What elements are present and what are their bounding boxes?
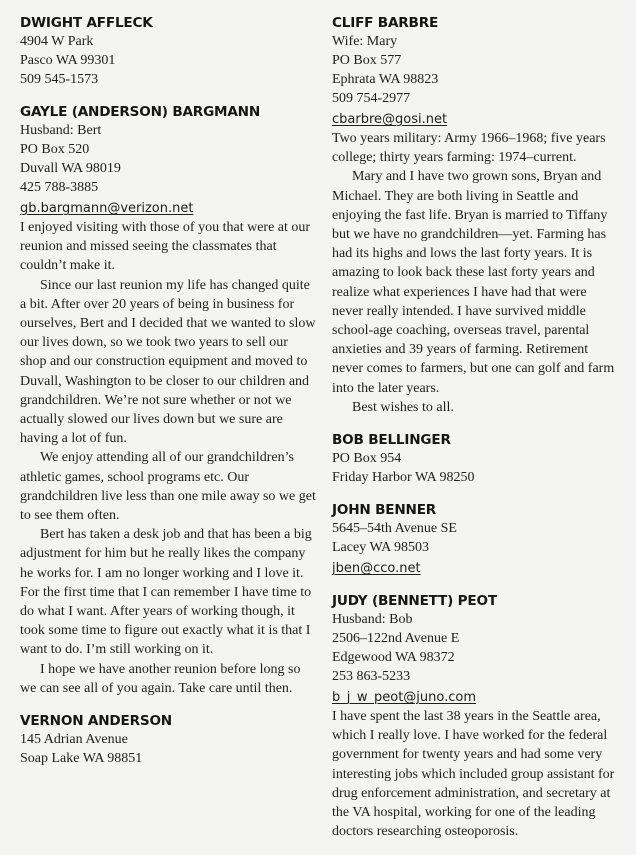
entry-contact-line: Wife: Mary	[332, 34, 398, 49]
entry-contact-line: Husband: Bert	[20, 123, 102, 138]
entry-contact-line: 425 788-3885	[20, 180, 99, 195]
entry-paragraph: Two years military: Army 1966–1968; five years college; thirty years farming: 1974–current.	[332, 131, 606, 166]
right-column	[332, 14, 618, 855]
entry-judy-bennett-peot	[332, 592, 618, 841]
entry-paragraph: I hope we have another reunion before long so we can see all of you again. Take care until then.	[20, 661, 301, 696]
entry-contact-line: 5645–54th Avenue SE	[332, 521, 457, 537]
entry-contact-line: 253 863-5233	[332, 669, 411, 685]
entry-name: VERNON ANDERSON	[20, 713, 172, 730]
entry-paragraph: I enjoyed visiting with those of you that were at our reunion and missed seeing the classmates that couldn’t make it.	[20, 220, 311, 274]
entry-contact-line: Lacey WA 98503	[332, 540, 429, 556]
entry-dwight-affleck	[20, 14, 316, 89]
entry-name: CLIFF BARBRE	[332, 15, 439, 31]
entry-name: DWIGHT AFFLECK	[20, 15, 153, 31]
entry-contact-line: PO Box 520	[20, 142, 90, 157]
entry-contact-line: 2506–122nd Avenue E	[332, 631, 460, 647]
entry-contact-line: Ephrata WA 98823	[332, 72, 439, 87]
entry-contact-line: Friday Harbor WA 98250	[332, 470, 475, 486]
entry-contact-line: PO Box 954	[332, 451, 402, 467]
entry-gayle-anderson-bargmann	[20, 103, 316, 698]
entry-name: JOHN BENNER	[332, 502, 437, 519]
entry-paragraph: Since our last reunion my life has changed quite a bit. After over 20 years of being in business for ourselves, Bert and I decided that we wanted to slow our lives down, so we took two years to sell our shop and our construction equipment and moved to Duvall, Washington to be closer to our children and grandchildren. We’re not sure whether or not we actually slowed our lives down but we sure are having a lot of fun.	[20, 277, 316, 447]
entry-contact-line: Soap Lake WA 98851	[20, 751, 143, 767]
entry-email: b_j_w_peot@juno.com	[332, 690, 477, 706]
entry-paragraph: I have spent the last 38 years in the Seattle area, which I really love. I have worked for the federal government for twenty years and had some very interesting jobs which included group assistant for drug enforcement administration, and secretary at the VA hospital, working for one of the leading doctors researching osteoporosis.	[332, 709, 615, 840]
entry-bob-bellinger	[332, 431, 618, 487]
entry-contact-line: 4904 W Park	[20, 34, 94, 49]
entry-paragraph: Best wishes to all.	[352, 399, 454, 415]
entry-name: JUDY (BENNETT) PEOT	[332, 593, 497, 610]
left-column	[20, 14, 316, 782]
entry-email: cbarbre@gosi.net	[332, 112, 448, 127]
entry-contact-line: Husband: Bob	[332, 612, 413, 628]
entry-contact-line: Edgewood WA 98372	[332, 650, 455, 666]
entry-paragraph: Bert has taken a desk job and that has been a big adjustment for him but he really likes the company he works for. I am no longer working and I love it. For the first time that I can remember I have time to do what I want. After years of working though, it took some time to figure out exactly what it is that I want to do. I’m still working on it.	[20, 527, 312, 658]
entry-contact-line: 509 754-2977	[332, 91, 411, 106]
entry-contact-line: PO Box 577	[332, 53, 402, 68]
entry-paragraph: Mary and I have two grown sons, Bryan and Michael. They are both living in Seattle and enjoying the fast life. Bryan is married to Tiffany but we have no grandchildren—yet. Farming has had its highs and lows the last forty years. It is amazing to look back these last forty years and realize what experiences I have had that were never really intended. I have survived middle school-age coaching, overseas travel, parental anxieties and 39 years of farming. Retirement never comes to farmers, but one can golf and farm into the later years.	[332, 169, 615, 396]
entry-name: GAYLE (ANDERSON) BARGMANN	[20, 104, 261, 120]
entry-name: BOB BELLINGER	[332, 432, 451, 449]
entry-john-benner	[332, 501, 618, 578]
entry-contact-line: 145 Adrian Avenue	[20, 732, 128, 748]
entry-cliff-barbre	[332, 14, 618, 417]
entry-contact-line: Duvall WA 98019	[20, 161, 121, 176]
entry-email: jben@cco.net	[332, 561, 421, 577]
entry-email: gb.bargmann@verizon.net	[20, 201, 194, 216]
entry-contact-line: Pasco WA 99301	[20, 53, 116, 68]
entry-paragraph: We enjoy attending all of our grandchildren’s athletic games, school programs etc. Our grandchildren live less than one mile away so we get to see them often.	[20, 450, 316, 524]
entry-vernon-anderson	[20, 712, 316, 768]
entry-contact-line: 509 545-1573	[20, 72, 99, 87]
